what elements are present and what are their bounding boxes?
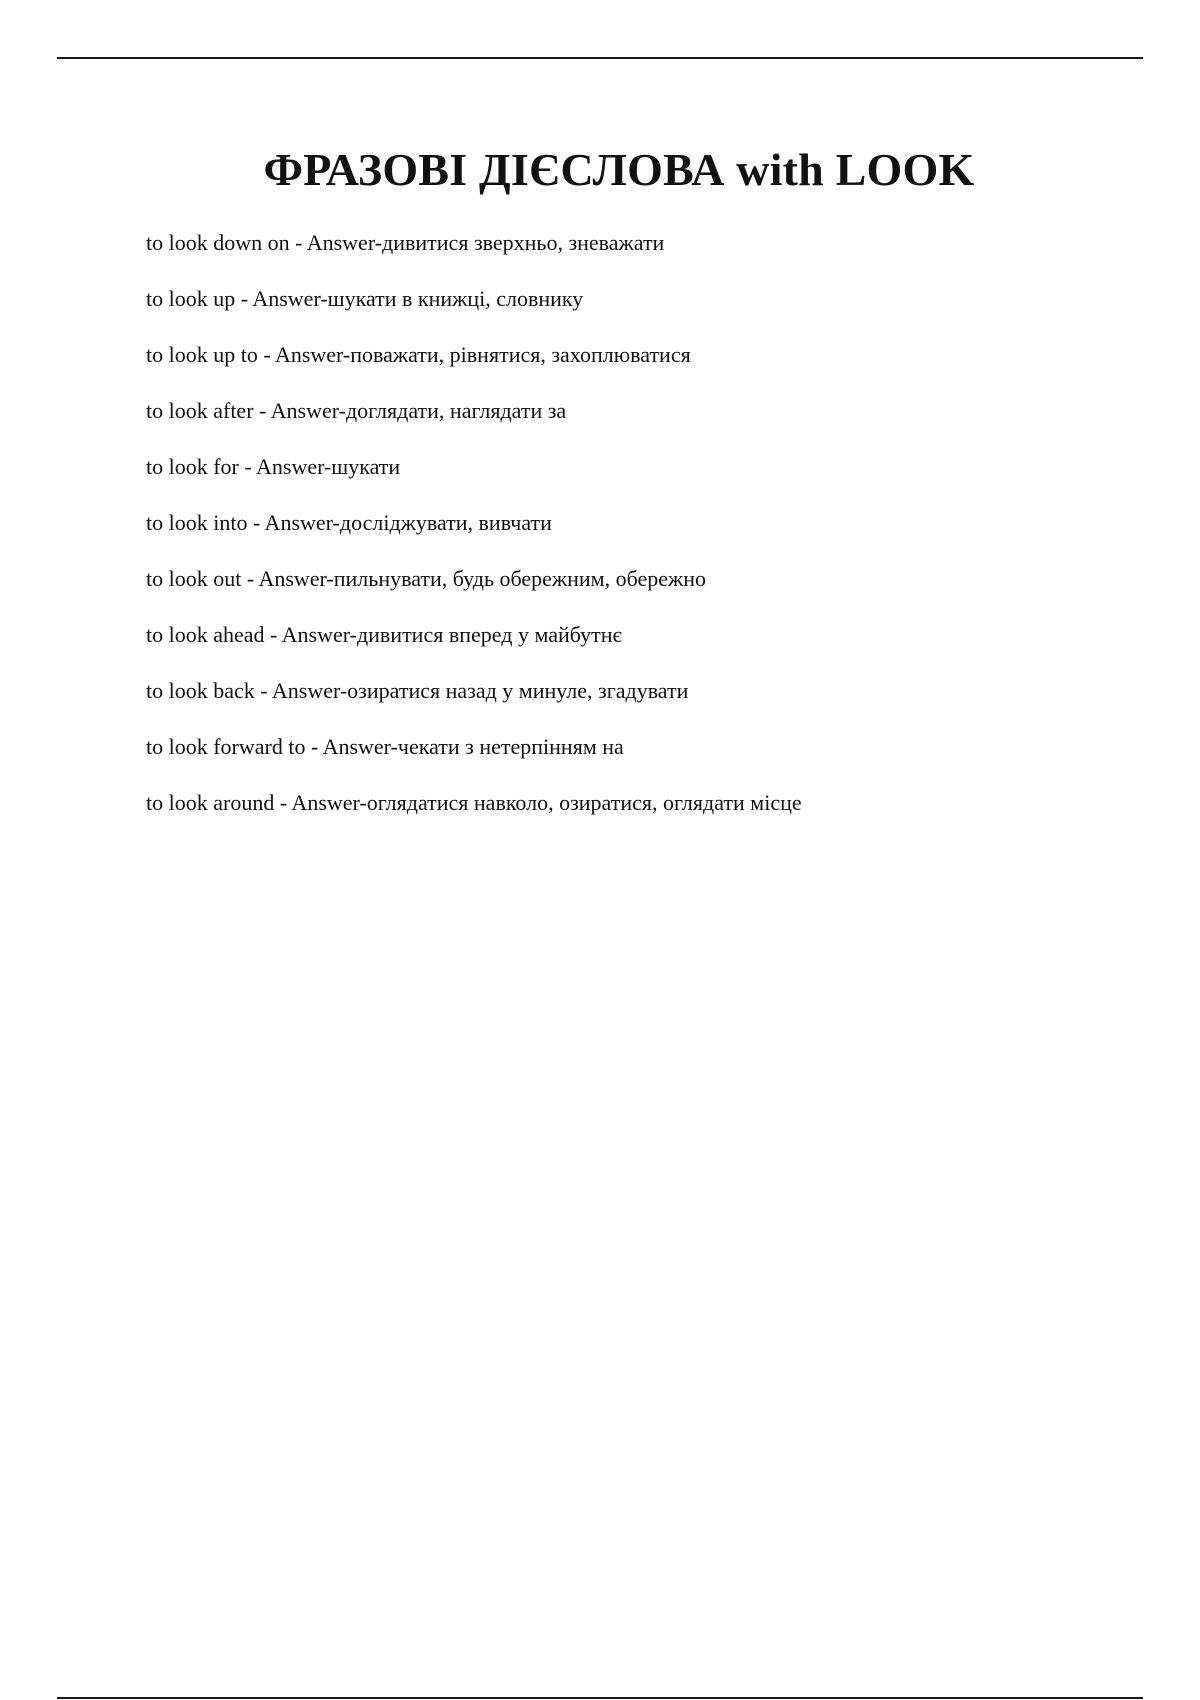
list-item: to look up - Answer-шукати в книжці, словнику	[146, 286, 584, 311]
list-item: to look forward to - Answer-чекати з нетерпінням на	[146, 734, 624, 759]
phrasal-verb-list	[146, 229, 1146, 845]
list-item: to look for - Answer-шукати	[146, 454, 401, 479]
list-item: to look ahead - Answer-дивитися вперед у майбутнє	[146, 622, 622, 647]
list-item: to look up to - Answer-поважати, рівнятися, захоплюватися	[146, 342, 691, 367]
list-item: to look after - Answer-доглядати, наглядати за	[146, 398, 567, 423]
list-item: to look back - Answer-озиратися назад у минуле, згадувати	[146, 678, 689, 703]
page-title: ФРАЗОВІ ДІЄСЛОВА with LOOK	[263, 144, 975, 195]
list-item: to look down on - Answer-дивитися зверхньо, зневажати	[146, 230, 665, 255]
list-item: to look out - Answer-пильнувати, будь обережним, обережно	[146, 566, 706, 591]
footer-rule	[57, 1697, 1143, 1699]
list-item: to look around - Answer-оглядатися навколо, озиратися, оглядати місце	[146, 790, 802, 815]
header-rule	[57, 57, 1143, 59]
list-item: to look into - Answer-досліджувати, вивчати	[146, 510, 552, 535]
